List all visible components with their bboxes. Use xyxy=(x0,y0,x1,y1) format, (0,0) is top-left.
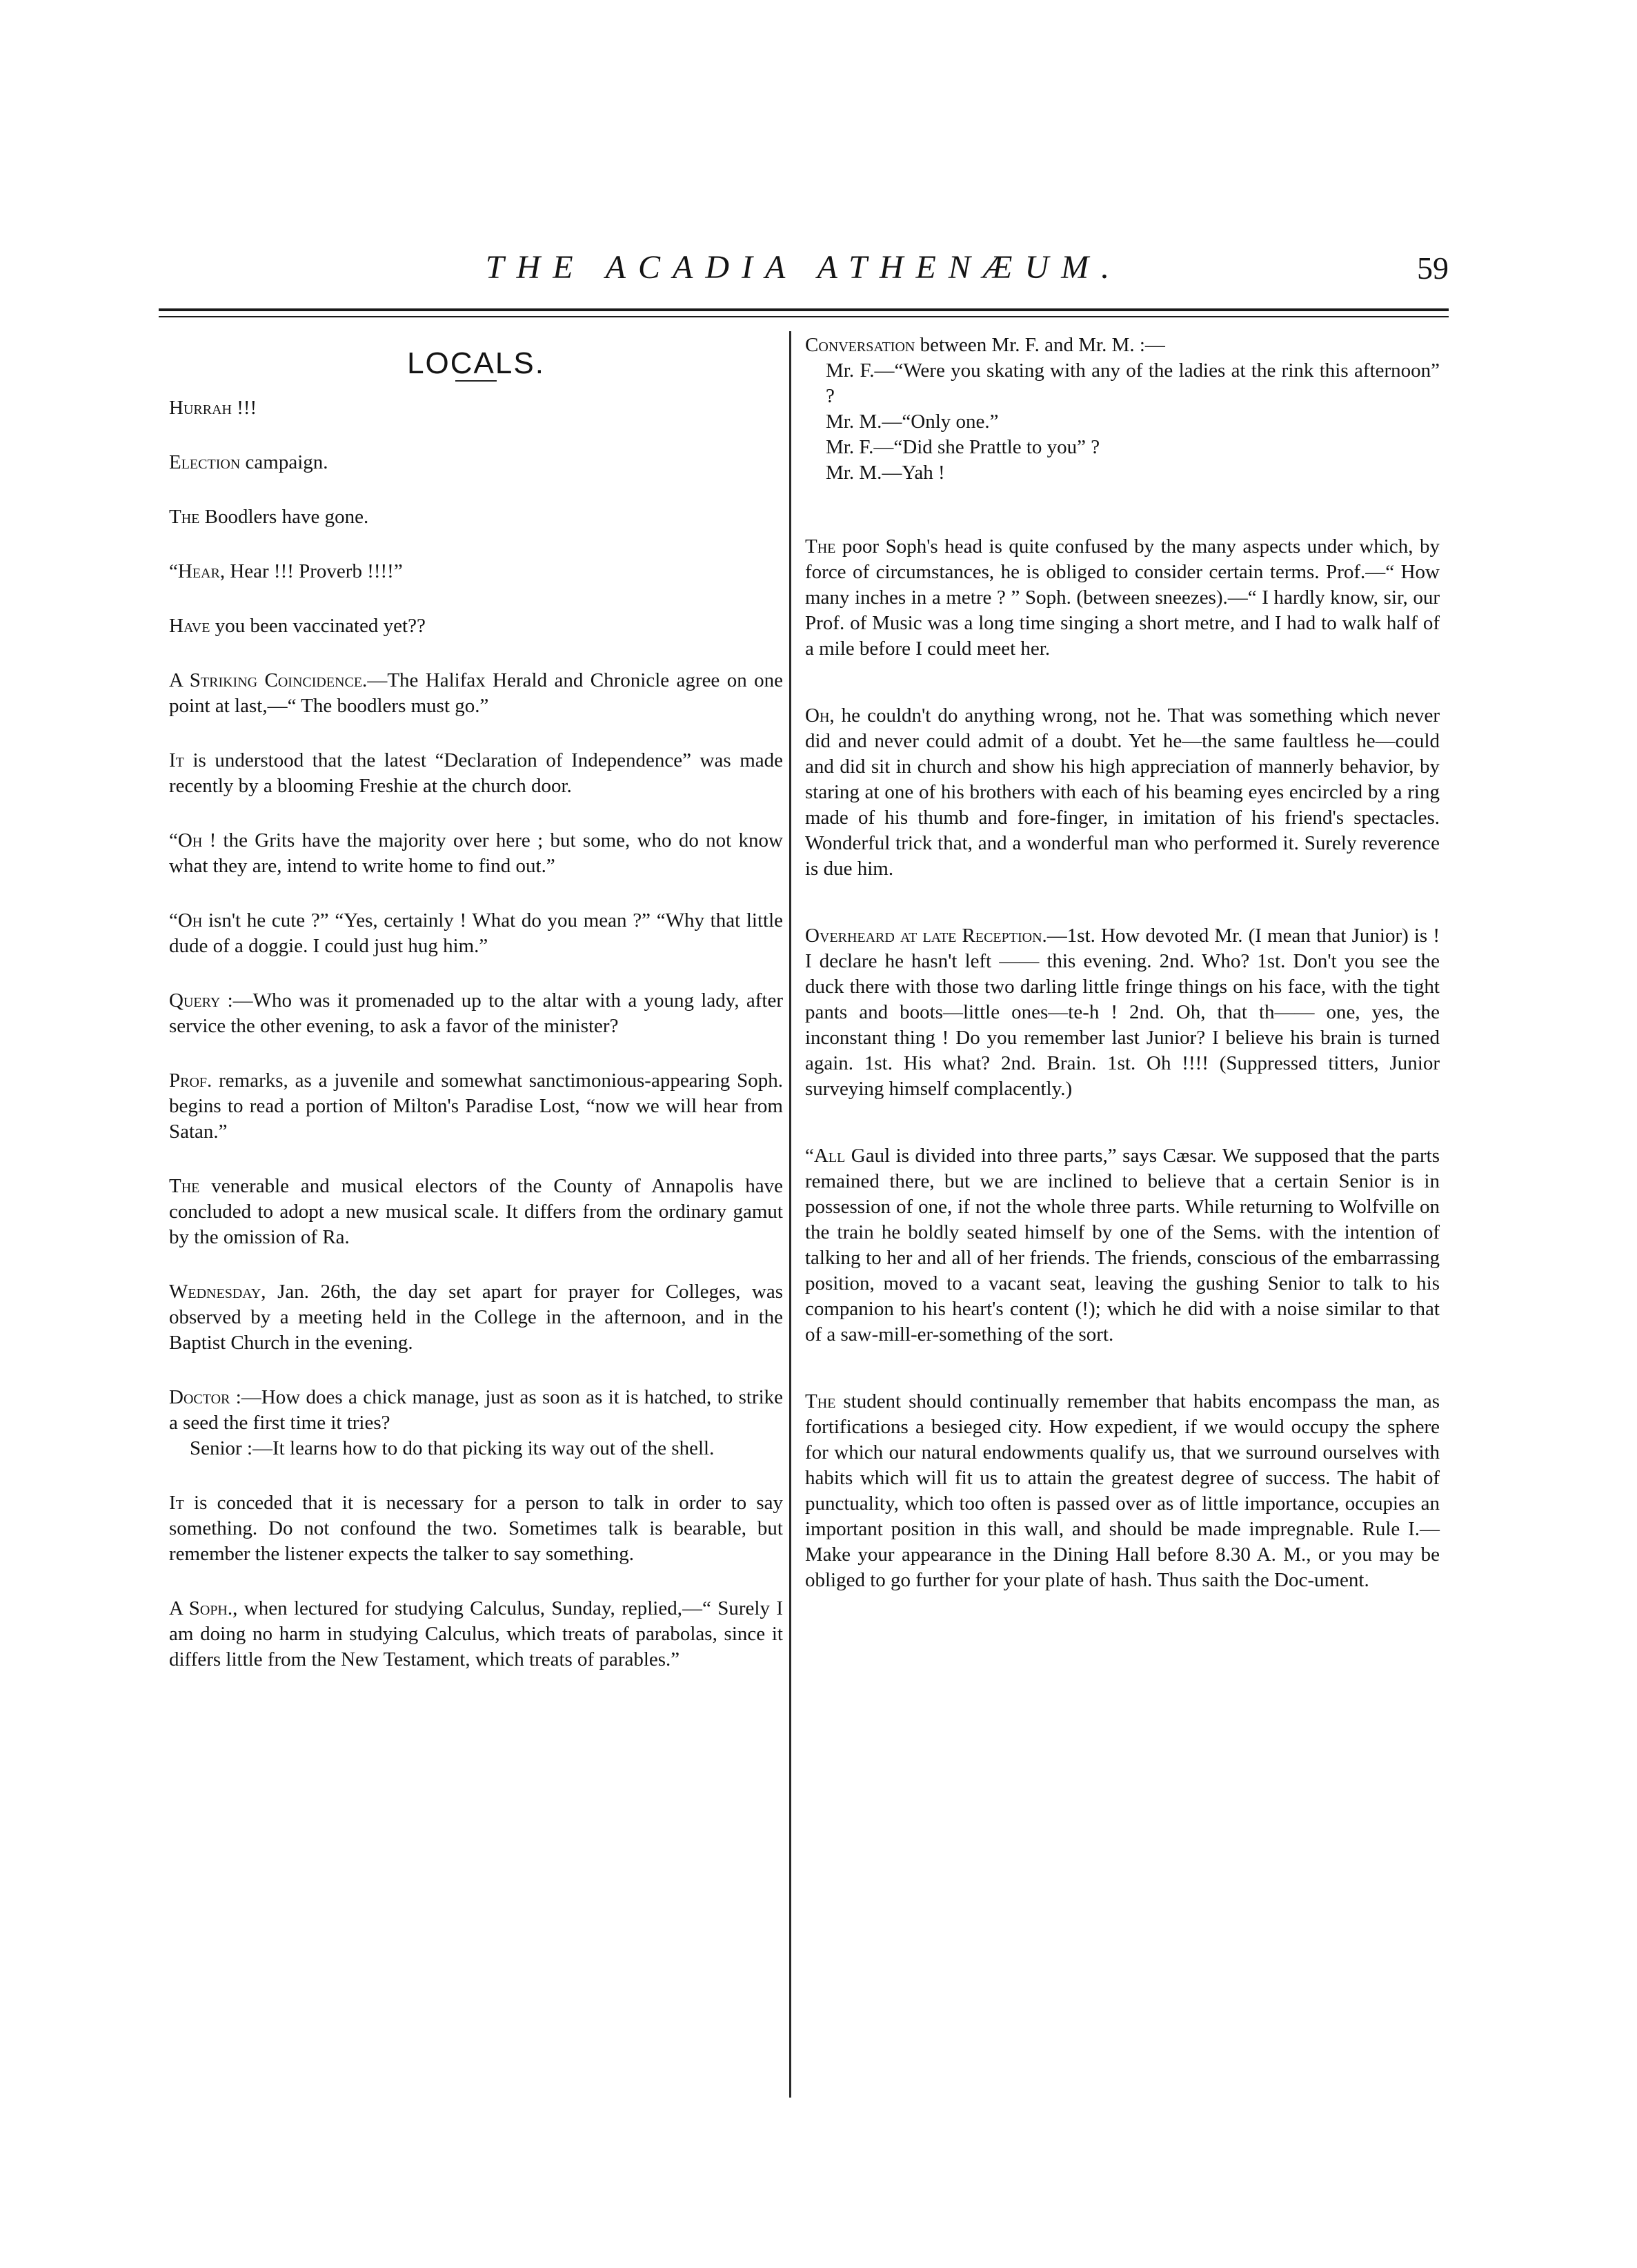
item-text: Jan. 26th, the day set apart for prayer for Colleges, was observed by a meeting held in the College in the afternoon, and in the Baptist Church in the evening. xyxy=(169,1281,783,1354)
conversation-line: Mr. M.—“Only one.” xyxy=(826,411,999,433)
item-reply: Senior :—It learns how to do that picking its way out of the shell. xyxy=(190,1437,715,1459)
item-text: between Mr. F. and Mr. M. :— xyxy=(915,334,1165,356)
local-item xyxy=(169,613,783,639)
item-lead: Doctor xyxy=(169,1386,230,1408)
local-item xyxy=(805,923,1440,1102)
page-header xyxy=(159,241,1449,304)
item-text: !!! xyxy=(231,397,257,419)
item-lead: The xyxy=(805,1390,836,1412)
page-number: 59 xyxy=(1417,250,1449,286)
running-title: THE ACADIA ATHENÆUM. xyxy=(485,249,1122,286)
item-lead: A Striking Coincidence. xyxy=(169,669,368,691)
conversation-line: Mr. F.—“Were you skating with any of the ladies at the rink this afternoon” ? xyxy=(826,359,1440,407)
local-item xyxy=(169,1490,783,1567)
item-lead: Conversation xyxy=(805,334,915,356)
section-title: LOCALS. xyxy=(407,346,545,380)
column-divider xyxy=(789,331,791,2098)
conversation-item xyxy=(805,333,1440,486)
item-lead: Oh, xyxy=(805,704,835,727)
item-text: ! the Grits have the majority over here ; but some, who do not know what they are, intend to write home to find out.” xyxy=(169,829,783,877)
item-text: when lectured for studying Calculus, Sunday, replied,—“ Surely I am doing no harm in studying Calculus, which treats of parabolas, since it differs little from the New Testament, which treats of parables.” xyxy=(169,1597,784,1670)
local-item xyxy=(169,1596,783,1673)
item-text: Boodlers have gone. xyxy=(199,506,369,528)
item-lead: Hurrah xyxy=(169,397,232,419)
item-lead: The xyxy=(169,1175,200,1197)
local-item xyxy=(169,504,783,530)
local-item xyxy=(169,908,783,959)
left-column xyxy=(169,331,783,1702)
item-lead: It xyxy=(169,749,184,771)
item-text: Hear !!! Proverb !!!!” xyxy=(225,560,403,582)
local-item xyxy=(169,450,783,475)
item-text: poor Soph's head is quite confused by the many aspects under which, by force of circumstances, he is obliged to consider certain terms. Prof.—“ How many inches in a metre ? ” Soph. (between sneezes).—“ I hardly know, sir, our Prof. of Music was a long time singing a short metre, and I had to walk half of a mile before I could meet her. xyxy=(805,535,1440,660)
local-item xyxy=(169,1068,783,1145)
item-text: is conceded that it is necessary for a person to talk in order to say something. Do not confound the two. Sometimes talk is bearable, but remember the listener expects the talker to say something. xyxy=(169,1492,783,1565)
item-text: :—How does a chick manage, just as soon as it is hatched, to strike a seed the first time it tries? xyxy=(169,1386,783,1434)
item-lead: Election xyxy=(169,451,241,473)
item-text: he couldn't do anything wrong, not he. That was something which never did and never could admit of a doubt. Yet he—the same faultless he—could and did sit in church and show his high appreciation of mannerly behavior, by staring at one of his brothers with each of his beaming eyes encircled by a ring made of his thumb and fore-finger, in imitation of his friend's spectacles. Wonderful trick that, and a wonderful man who performed it. Surely reverence is due him. xyxy=(805,704,1440,880)
local-item xyxy=(169,395,783,421)
right-column xyxy=(805,331,1440,1622)
item-text: Gaul is divided into three parts,” says Cæsar. We supposed that the parts remained there, but we are inclined to believe that a certain Senior is in possession of one, if not the whole three parts. While returning to Wolfville on the train he boldly seated himself by one of the Sems. with the intention of talking to her and all of her friends. The friends, conscious of the embarrassing position, moved to a vacant seat, leaving the gushing Senior to talk to his companion to his heart's content (!); which he did with a noise similar to that of a saw-mill-er-something of the sort. xyxy=(805,1145,1440,1345)
local-item xyxy=(805,534,1440,662)
item-text: remarks, as a juvenile and somewhat sanctimonious-appearing Soph. begins to read a portion of Milton's Paradise Lost, “now we will hear from Satan.” xyxy=(169,1069,783,1143)
local-item xyxy=(169,1385,783,1461)
item-lead: Overheard at late Reception. xyxy=(805,925,1047,947)
local-item xyxy=(169,748,783,799)
item-lead: Wednesday, xyxy=(169,1281,266,1303)
item-text: you been vaccinated yet?? xyxy=(210,615,426,637)
item-lead: The xyxy=(169,506,200,528)
local-item xyxy=(805,703,1440,882)
item-lead: “Oh xyxy=(169,829,203,851)
conversation-line: Mr. F.—“Did she Prattle to you” ? xyxy=(826,436,1100,458)
item-lead: It xyxy=(169,1492,184,1514)
item-lead: “Hear, xyxy=(169,560,226,582)
item-text: is understood that the latest “Declaration of Independence” was made recently by a blooming Freshie at the church door. xyxy=(169,749,783,797)
local-item xyxy=(169,559,783,584)
item-text: —The Halifax Herald and Chronicle agree on one point at last,—“ The boodlers must go.” xyxy=(169,669,783,717)
local-item xyxy=(805,1389,1440,1593)
local-item xyxy=(169,1174,783,1250)
item-lead: Prof. xyxy=(169,1069,212,1092)
item-text: —1st. How devoted Mr. (I mean that Junior) is ! I declare he hasn't left —— this evening. 2nd. Who? 1st. Don't you see the duck there with those two darling little fringe things on his face, with the tight pants and boots—little ones—te-h ! 2nd. Oh, that th—— one, yes, the inconstant thing ! Do you remember last Junior? I believe his brain is turned again. 1st. His what? 2nd. Brain. 1st. Oh !!!! (Suppressed titters, Junior surveying himself complacently.) xyxy=(805,925,1440,1100)
local-item xyxy=(169,1279,783,1356)
local-item xyxy=(169,828,783,879)
title-dash xyxy=(455,380,497,382)
item-lead: A Soph., xyxy=(169,1597,238,1619)
item-text: venerable and musical electors of the County of Annapolis have concluded to adopt a new musical scale. It differs from the ordinary gamut by the omission of Ra. xyxy=(169,1175,783,1248)
item-text: campaign. xyxy=(240,451,328,473)
item-text: student should continually remember that habits encompass the man, as fortifications a besieged city. How expedient, if we would occupy the sphere for which our natural endowments qualify us, that we surround ourselves with habits which will fit us to attain the greatest degree of success. The habit of punctuality, which too often is passed over as of little importance, occupies an important position in this wall, and should be made impregnable. Rule I.—Make your appearance in the Dining Hall before 8.30 A. M., or you may be obliged to go further for your plate of hash. Thus saith the Doc-ument. xyxy=(805,1390,1440,1591)
header-rule-thin xyxy=(159,316,1449,317)
local-item xyxy=(805,1143,1440,1348)
item-lead: “Oh xyxy=(169,909,203,931)
conversation-line: Mr. M.—Yah ! xyxy=(826,462,945,484)
item-text: isn't he cute ?” “Yes, certainly ! What do you mean ?” “Why that little dude of a doggie. I could just hug him.” xyxy=(169,909,783,957)
header-rule-thick xyxy=(159,308,1449,311)
local-item xyxy=(169,988,783,1039)
item-lead: The xyxy=(805,535,836,558)
local-item xyxy=(169,668,783,719)
item-text: :—Who was it promenaded up to the altar with a young lady, after service the other evening, to ask a favor of the minister? xyxy=(169,989,783,1037)
item-lead: Have xyxy=(169,615,210,637)
item-lead: “All xyxy=(805,1145,846,1167)
item-lead: Query xyxy=(169,989,221,1012)
